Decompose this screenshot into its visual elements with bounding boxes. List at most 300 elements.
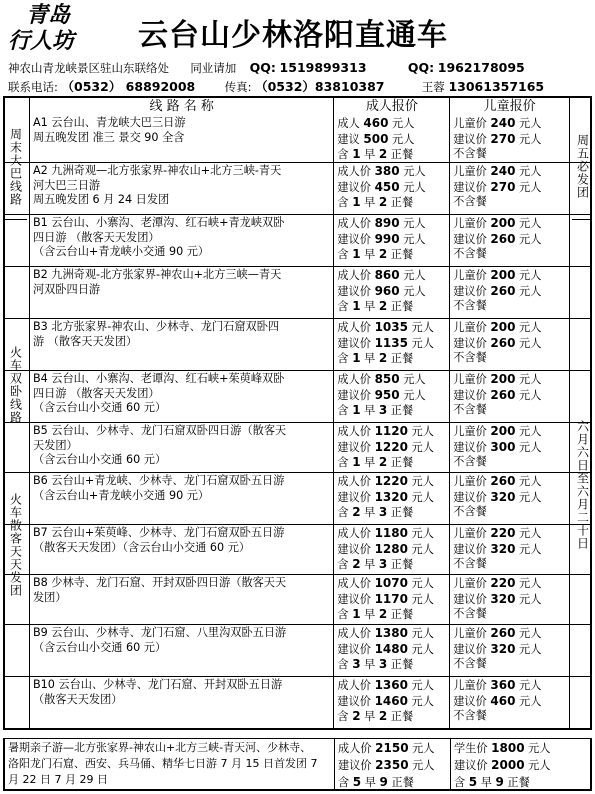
price-value: 200 bbox=[490, 268, 516, 282]
meal-count: 2 bbox=[352, 709, 361, 723]
meal-count: 2 bbox=[378, 455, 388, 469]
child-price-cell bbox=[449, 319, 569, 370]
price-unit: 元人 bbox=[411, 527, 434, 540]
contact-person: 王蓉 bbox=[421, 80, 445, 94]
route-line: A2 九洲奇观—北方张家界-神农山+北方三峡-青天 bbox=[32, 164, 282, 177]
price-unit: 元人 bbox=[519, 388, 542, 402]
route-cell bbox=[29, 525, 333, 574]
adult-price-cell bbox=[333, 115, 449, 162]
price-value: 1035 bbox=[374, 320, 408, 334]
price-value: 990 bbox=[374, 231, 400, 246]
route-cell bbox=[29, 115, 333, 162]
adult-price-cell bbox=[333, 473, 449, 524]
summer-child-price bbox=[450, 739, 590, 789]
meal-count: 2 bbox=[378, 195, 388, 209]
price-value: 260 bbox=[490, 626, 516, 640]
price-unit: 元人 bbox=[411, 592, 434, 606]
route-line: 发团） bbox=[32, 590, 67, 604]
price-label: 建议价 bbox=[453, 232, 487, 246]
price-label: 建议价 bbox=[453, 132, 487, 146]
price-label: 成人价 bbox=[337, 679, 371, 692]
price-unit: 元人 bbox=[403, 232, 426, 246]
price-unit: 元人 bbox=[411, 490, 434, 504]
table-row bbox=[5, 214, 590, 266]
meal-count: 2 bbox=[378, 709, 388, 723]
price-unit: 元人 bbox=[403, 269, 426, 282]
price-value: 260 bbox=[490, 387, 516, 402]
price-label: 儿童价 bbox=[453, 269, 487, 282]
route-line: 周五晚发团 准三 景交 90 全含 bbox=[32, 130, 185, 144]
meal-label: 正餐 bbox=[390, 196, 414, 209]
peer-note: 同业请加 bbox=[190, 61, 237, 75]
price-label: 建议价 bbox=[453, 592, 487, 606]
price-label: 建议价 bbox=[337, 388, 371, 402]
price-label: 成人价 bbox=[337, 425, 371, 438]
price-value: 1220 bbox=[374, 439, 408, 454]
price-value: 2350 bbox=[375, 758, 409, 772]
price-label: 儿童价 bbox=[453, 373, 487, 386]
price-value: 1800 bbox=[491, 741, 525, 755]
child-price-cell bbox=[449, 677, 569, 728]
route-cell bbox=[29, 575, 333, 624]
contact-line-1 bbox=[8, 60, 525, 76]
route-line: 河双卧四日游 bbox=[32, 282, 101, 296]
price-value: 220 bbox=[490, 576, 516, 590]
fax-label: 传真: bbox=[224, 80, 252, 94]
meal-label: 早 bbox=[364, 196, 376, 209]
logo-line1: 青岛 bbox=[26, 2, 71, 28]
route-line: B9 云台山、少林寺、龙门石窟、八里沟双卧五日游 bbox=[32, 626, 287, 639]
adult-price-cell bbox=[333, 267, 449, 318]
child-price-cell bbox=[449, 163, 569, 214]
meal-count: 3 bbox=[378, 505, 388, 519]
route-line: 四日游 （散客天天发团） bbox=[32, 230, 160, 244]
route-cell bbox=[29, 371, 333, 422]
price-unit: 元人 bbox=[403, 284, 426, 298]
qq1-label: QQ: bbox=[249, 60, 276, 75]
meal-label: 含 bbox=[337, 710, 349, 723]
meal-label: 正餐 bbox=[390, 558, 414, 571]
price-unit: 元人 bbox=[392, 132, 415, 146]
child-price-cell bbox=[449, 371, 569, 422]
june-note bbox=[572, 390, 592, 580]
price-value: 320 bbox=[490, 541, 516, 556]
table-row bbox=[5, 266, 590, 318]
route-line: （含云台山小交通 60 元） bbox=[32, 401, 167, 414]
price-label: 建议价 bbox=[453, 388, 487, 402]
child-price-header: 儿童报价 bbox=[449, 98, 569, 115]
price-value: 1220 bbox=[374, 474, 408, 488]
table-row bbox=[5, 574, 590, 624]
price-value: 1460 bbox=[374, 693, 408, 708]
contact-line-2 bbox=[8, 77, 544, 95]
price-value: 460 bbox=[490, 693, 516, 708]
meal-label: 早 bbox=[364, 608, 376, 621]
price-value: 260 bbox=[490, 231, 516, 246]
price-value: 1360 bbox=[374, 678, 408, 692]
summer-route-line: 洛阳龙门石窟、西安、兵马俑、精华七日游 7 月 15 日首发团 7 bbox=[8, 757, 318, 770]
meal-count: 3 bbox=[378, 657, 388, 671]
price-unit: 元人 bbox=[411, 694, 434, 708]
route-cell bbox=[29, 319, 333, 370]
june-note-label: 六月六日至六月二十日 bbox=[575, 420, 590, 550]
meal-label: 含 bbox=[337, 352, 349, 365]
price-unit: 元人 bbox=[519, 373, 542, 386]
meal-count: 2 bbox=[378, 299, 388, 313]
price-value: 1280 bbox=[374, 541, 408, 556]
meal-label: 含 bbox=[337, 608, 349, 621]
meal-label: 正餐 bbox=[390, 148, 414, 161]
price-unit: 元人 bbox=[411, 642, 434, 656]
header bbox=[0, 0, 595, 95]
meal-count: 1 bbox=[352, 299, 361, 313]
adult-price-cell bbox=[333, 163, 449, 214]
price-unit: 元人 bbox=[519, 475, 542, 488]
route-line: B7 云台山+茱萸峰、少林寺、龙门石窟双卧五日游 bbox=[32, 526, 285, 539]
price-value: 200 bbox=[490, 372, 516, 386]
price-unit: 元人 bbox=[519, 627, 542, 640]
price-value: 200 bbox=[490, 424, 516, 438]
meal-label: 含 bbox=[337, 196, 349, 209]
price-value: 500 bbox=[363, 131, 389, 146]
price-value: 240 bbox=[490, 116, 516, 130]
price-value: 1135 bbox=[374, 335, 408, 350]
price-value: 380 bbox=[374, 164, 400, 178]
price-value: 220 bbox=[490, 526, 516, 540]
price-unit: 元人 bbox=[411, 679, 434, 692]
logo-line2: 行人坊 bbox=[8, 28, 75, 54]
price-value: 320 bbox=[490, 591, 516, 606]
meal-label: 早 bbox=[364, 776, 376, 789]
meal-note: 不含餐 bbox=[453, 709, 487, 722]
price-value: 260 bbox=[490, 335, 516, 350]
meal-count: 2 bbox=[352, 557, 361, 571]
price-label: 儿童价 bbox=[453, 627, 487, 640]
price-unit: 元人 bbox=[403, 217, 426, 230]
price-unit: 元人 bbox=[519, 117, 542, 130]
table-row bbox=[5, 162, 590, 214]
route-cell bbox=[29, 163, 333, 214]
meal-note: 不含餐 bbox=[453, 195, 487, 208]
price-value: 1320 bbox=[374, 489, 408, 504]
meal-label: 早 bbox=[364, 506, 376, 519]
price-label: 儿童价 bbox=[453, 577, 487, 590]
table-row bbox=[5, 318, 590, 370]
price-value: 320 bbox=[490, 641, 516, 656]
route-cell bbox=[29, 423, 333, 472]
price-unit: 元人 bbox=[403, 165, 426, 178]
price-label: 建议价 bbox=[337, 642, 371, 656]
meal-label: 正餐 bbox=[507, 776, 530, 789]
price-value: 270 bbox=[490, 179, 516, 194]
price-unit: 元人 bbox=[528, 759, 551, 772]
price-label: 建议价 bbox=[337, 592, 371, 606]
meal-count: 9 bbox=[495, 775, 504, 789]
meal-count: 2 bbox=[378, 247, 388, 261]
friday-note-label: 周五必发团 bbox=[575, 134, 590, 199]
meal-note: 不含餐 bbox=[453, 557, 487, 570]
price-label: 建议 bbox=[337, 132, 360, 146]
price-label: 成人价 bbox=[337, 165, 371, 178]
route-line: （含云台山+青龙峡小交通 90 元） bbox=[32, 488, 210, 502]
route-line: 四日游 （散客天天发团） bbox=[32, 386, 160, 400]
price-value: 1380 bbox=[374, 626, 408, 640]
route-line: （含云台山小交通 60 元） bbox=[32, 640, 167, 654]
child-price-cell bbox=[449, 215, 569, 266]
price-unit: 元人 bbox=[519, 165, 542, 178]
price-label: 学生价 bbox=[454, 742, 488, 755]
meal-label: 早 bbox=[364, 710, 376, 723]
price-unit: 元人 bbox=[519, 642, 542, 656]
route-line: （散客天天发团） bbox=[32, 692, 123, 706]
route-line: B4 云台山、小寨沟、老谭沟、红石峡+茱萸峰双卧 bbox=[32, 372, 285, 385]
friday-note bbox=[572, 114, 592, 220]
price-label: 建议价 bbox=[453, 642, 487, 656]
meal-count: 1 bbox=[352, 403, 361, 417]
table-row bbox=[5, 472, 590, 524]
route-line: B3 北方张家界-神农山、少林寺、龙门石窟双卧四 bbox=[32, 320, 280, 333]
price-label: 建议价 bbox=[337, 490, 371, 504]
meal-note: 不含餐 bbox=[453, 505, 487, 518]
page-title: 云台山少林洛阳直通车 bbox=[138, 18, 448, 53]
price-label: 建议价 bbox=[337, 440, 371, 454]
meal-count: 3 bbox=[352, 657, 361, 671]
meal-label: 早 bbox=[364, 248, 376, 261]
meal-label: 含 bbox=[337, 300, 349, 313]
price-unit: 元人 bbox=[519, 542, 542, 556]
adult-price-cell bbox=[333, 525, 449, 574]
price-label: 成人价 bbox=[337, 527, 371, 540]
price-label: 儿童价 bbox=[453, 321, 487, 334]
price-label: 成人价 bbox=[337, 217, 371, 230]
office-name: 神农山青龙峡景区驻山东联络处 bbox=[8, 61, 169, 75]
price-label: 成人价 bbox=[338, 742, 372, 755]
meal-label: 含 bbox=[337, 658, 349, 671]
child-price-cell bbox=[449, 423, 569, 472]
route-line: （含云台山+青龙峡小交通 90 元） bbox=[32, 245, 210, 258]
adult-price-cell bbox=[333, 423, 449, 472]
table-row bbox=[5, 624, 590, 676]
meal-label: 正餐 bbox=[391, 776, 414, 789]
price-label: 建议价 bbox=[337, 232, 371, 246]
price-value: 850 bbox=[374, 372, 400, 386]
price-unit: 元人 bbox=[519, 679, 542, 692]
group-train-sleeper bbox=[3, 330, 27, 440]
adult-price-header: 成人报价 bbox=[333, 98, 449, 115]
price-value: 960 bbox=[374, 283, 400, 298]
adult-price-cell bbox=[333, 319, 449, 370]
price-label: 儿童价 bbox=[453, 165, 487, 178]
price-label: 建议价 bbox=[337, 694, 371, 708]
meal-label: 含 bbox=[337, 456, 349, 469]
meal-count: 5 bbox=[468, 775, 478, 789]
price-unit: 元人 bbox=[519, 440, 542, 454]
price-value: 200 bbox=[490, 320, 516, 334]
price-unit: 元人 bbox=[403, 373, 426, 386]
route-line: （散客天天发团）（含云台山小交通 60 元） bbox=[32, 540, 251, 554]
group-train-group-label: 火车散客天天发团 bbox=[8, 493, 23, 597]
meal-label: 含 bbox=[337, 558, 349, 571]
price-unit: 元人 bbox=[403, 180, 426, 194]
price-label: 儿童价 bbox=[453, 527, 487, 540]
price-unit: 元人 bbox=[411, 475, 434, 488]
route-line: B5 云台山、少林寺、龙门石窟双卧四日游（散客天 bbox=[32, 424, 287, 437]
price-value: 890 bbox=[374, 216, 400, 230]
fax-number: （0532）83810387 bbox=[255, 79, 385, 94]
price-value: 320 bbox=[490, 489, 516, 504]
qq2-number: 1962178095 bbox=[437, 60, 525, 75]
meal-label: 早 bbox=[364, 658, 376, 671]
price-label: 成人 bbox=[337, 117, 360, 130]
meal-label: 正餐 bbox=[390, 248, 414, 261]
meal-count: 1 bbox=[352, 455, 361, 469]
price-label: 成人价 bbox=[337, 475, 371, 488]
group-train-group bbox=[3, 480, 27, 610]
meal-label: 早 bbox=[364, 352, 376, 365]
price-unit: 元人 bbox=[411, 336, 434, 350]
price-unit: 元人 bbox=[519, 592, 542, 606]
meal-label: 含 bbox=[337, 506, 349, 519]
price-table bbox=[3, 96, 592, 730]
meal-note: 不含餐 bbox=[453, 607, 487, 620]
price-unit: 元人 bbox=[519, 232, 542, 246]
price-value: 450 bbox=[374, 179, 400, 194]
phone-number: （0532） 68892008 bbox=[61, 79, 196, 94]
price-label: 建议价 bbox=[453, 542, 487, 556]
price-unit: 元人 bbox=[411, 321, 434, 334]
adult-price-cell bbox=[333, 575, 449, 624]
price-unit: 元人 bbox=[519, 132, 542, 146]
meal-label: 早 bbox=[364, 148, 376, 161]
route-cell bbox=[29, 215, 333, 266]
price-label: 建议价 bbox=[338, 759, 372, 772]
price-label: 儿童价 bbox=[453, 217, 487, 230]
price-label: 儿童价 bbox=[453, 475, 487, 488]
price-label: 建议价 bbox=[337, 336, 371, 350]
route-line: B6 云台山+青龙峡、少林寺、龙门石窟双卧五日游 bbox=[32, 474, 285, 487]
meal-label: 正餐 bbox=[390, 506, 414, 519]
phone-label: 联系电话: bbox=[8, 80, 58, 94]
price-value: 950 bbox=[374, 387, 400, 402]
meal-label: 早 bbox=[364, 404, 376, 417]
meal-count: 2 bbox=[378, 351, 388, 365]
table-row bbox=[5, 370, 590, 422]
price-unit: 元人 bbox=[519, 527, 542, 540]
route-cell bbox=[29, 625, 333, 676]
price-label: 儿童价 bbox=[453, 679, 487, 692]
price-label: 成人价 bbox=[337, 627, 371, 640]
price-value: 1070 bbox=[374, 576, 408, 590]
meal-count: 3 bbox=[378, 557, 388, 571]
meal-note: 不含餐 bbox=[453, 247, 487, 260]
price-unit: 元人 bbox=[519, 694, 542, 708]
meal-note: 不含餐 bbox=[453, 455, 487, 468]
group-weekend-bus-label: 周末大巴线路 bbox=[8, 127, 23, 206]
price-value: 1120 bbox=[374, 424, 408, 438]
price-unit: 元人 bbox=[528, 742, 551, 755]
price-label: 成人价 bbox=[337, 577, 371, 590]
price-label: 儿童价 bbox=[453, 425, 487, 438]
price-unit: 元人 bbox=[411, 577, 434, 590]
group-weekend-bus bbox=[3, 114, 27, 220]
route-line: 周五晚发团 6 月 24 日发团 bbox=[32, 193, 170, 206]
price-value: 2000 bbox=[491, 758, 525, 772]
price-unit: 元人 bbox=[519, 284, 542, 298]
route-line: 游 （散客天天发团） bbox=[32, 334, 138, 348]
price-unit: 元人 bbox=[403, 388, 426, 402]
meal-label: 含 bbox=[337, 404, 349, 417]
summer-route bbox=[5, 739, 334, 789]
price-label: 成人价 bbox=[337, 269, 371, 282]
price-label: 建议价 bbox=[453, 694, 487, 708]
price-value: 1480 bbox=[374, 641, 408, 656]
price-label: 成人价 bbox=[337, 373, 371, 386]
price-label: 建议价 bbox=[453, 490, 487, 504]
price-label: 建议价 bbox=[453, 336, 487, 350]
table-row bbox=[5, 115, 590, 162]
route-cell bbox=[29, 677, 333, 728]
meal-label: 含 bbox=[337, 148, 349, 161]
meal-label: 正餐 bbox=[390, 608, 414, 621]
price-label: 建议价 bbox=[337, 284, 371, 298]
meal-count: 3 bbox=[378, 403, 388, 417]
meal-count: 9 bbox=[379, 775, 388, 789]
meal-count: 1 bbox=[352, 247, 361, 261]
adult-price-cell bbox=[333, 371, 449, 422]
price-value: 2150 bbox=[375, 741, 409, 755]
price-label: 儿童价 bbox=[453, 117, 487, 130]
route-line: （含云台山小交通 60 元） bbox=[32, 453, 167, 466]
price-unit: 元人 bbox=[412, 742, 435, 755]
meal-count: 2 bbox=[352, 505, 361, 519]
meal-label: 正餐 bbox=[390, 710, 414, 723]
price-label: 建议价 bbox=[337, 180, 371, 194]
meal-label: 早 bbox=[480, 776, 492, 789]
meal-label: 早 bbox=[364, 558, 376, 571]
meal-count: 2 bbox=[378, 147, 388, 161]
price-label: 成人价 bbox=[337, 321, 371, 334]
meal-count: 1 bbox=[352, 147, 361, 161]
child-price-cell bbox=[449, 267, 569, 318]
price-value: 200 bbox=[490, 216, 516, 230]
price-value: 260 bbox=[490, 474, 516, 488]
meal-note: 不含餐 bbox=[453, 299, 487, 312]
table-row bbox=[5, 524, 590, 574]
price-unit: 元人 bbox=[392, 117, 415, 130]
price-value: 1170 bbox=[374, 591, 408, 606]
adult-price-cell bbox=[333, 625, 449, 676]
price-unit: 元人 bbox=[412, 759, 435, 772]
price-unit: 元人 bbox=[519, 321, 542, 334]
meal-note: 不含餐 bbox=[453, 657, 487, 670]
price-label: 建议价 bbox=[337, 542, 371, 556]
group-train-sleeper-label: 火车双卧线路 bbox=[8, 346, 23, 424]
mobile-number: 13061357165 bbox=[448, 79, 545, 94]
price-unit: 元人 bbox=[411, 542, 434, 556]
route-line: B2 九洲奇观-北方张家界-神农山+北方三峡—青天 bbox=[32, 268, 282, 281]
meal-note: 不含餐 bbox=[453, 351, 487, 364]
route-line: A1 云台山、青龙峡大巴三日游 bbox=[32, 116, 186, 129]
price-unit: 元人 bbox=[519, 180, 542, 194]
meal-count: 2 bbox=[378, 607, 388, 621]
meal-count: 1 bbox=[352, 351, 361, 365]
meal-count: 1 bbox=[352, 195, 361, 209]
child-price-cell bbox=[449, 115, 569, 162]
meal-label: 正餐 bbox=[390, 658, 414, 671]
meal-label: 正餐 bbox=[390, 300, 414, 313]
route-header: 线 路 名 称 bbox=[29, 98, 333, 115]
price-value: 270 bbox=[490, 131, 516, 146]
